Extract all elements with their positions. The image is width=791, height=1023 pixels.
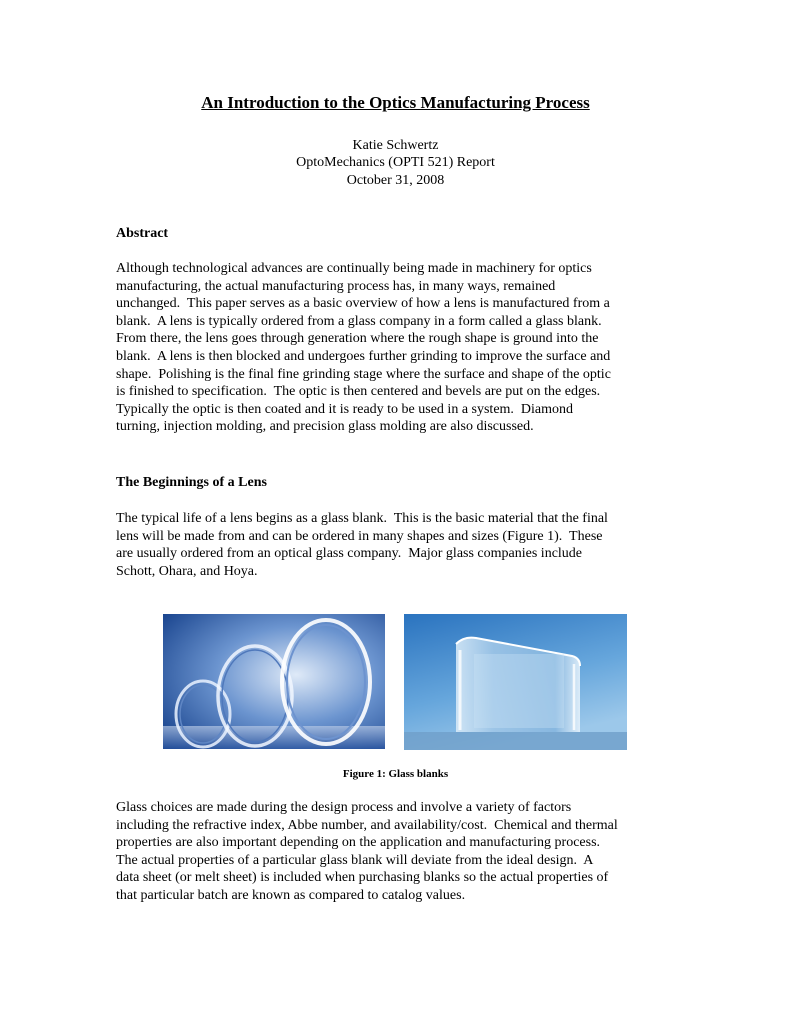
- abstract-paragraph: [116, 260, 676, 436]
- course-name: OptoMechanics (OPTI 521) Report: [296, 155, 495, 170]
- abstract-heading: Abstract: [116, 226, 169, 241]
- paper-title: An Introduction to the Optics Manufacturing Process: [201, 93, 590, 112]
- text-line: The actual properties of a particular glass blank will deviate from the ideal design. A: [116, 852, 594, 868]
- text-line: The typical life of a lens begins as a glass blank. This is the basic material that the final: [116, 511, 608, 526]
- text-line: is finished to specification. The optic is then centered and bevels are put on the edges.: [116, 384, 601, 400]
- text-line: lens will be made from and can be ordered in many shapes and sizes (Figure 1). These: [116, 528, 603, 544]
- glass-rings-image: [163, 614, 385, 749]
- report-date: October 31, 2008: [346, 173, 445, 188]
- author-name: Katie Schwertz: [352, 138, 439, 153]
- text-line: manufacturing, the actual manufacturing process has, in many ways, remained: [116, 278, 556, 294]
- text-line: including the refractive index, Abbe number, and availability/cost. Chemical and thermal: [116, 817, 618, 833]
- text-line: unchanged. This paper serves as a basic overview of how a lens is manufactured from a: [116, 296, 610, 312]
- text-line: Schott, Ohara, and Hoya.: [116, 563, 258, 579]
- text-line: Although technological advances are continually being made in machinery for optics: [116, 261, 592, 276]
- section-heading: The Beginnings of a Lens: [116, 475, 267, 490]
- text-line: From there, the lens goes through generation where the rough shape is ground into the: [116, 331, 599, 347]
- section-paragraph-2: [116, 799, 676, 905]
- section-paragraph-1: [116, 510, 676, 580]
- text-line: are usually ordered from an optical glass company. Major glass companies include: [116, 546, 583, 562]
- text-line: turning, injection molding, and precision glass molding are also discussed.: [116, 419, 534, 435]
- text-line: Typically the optic is then coated and it is ready to be used in a system. Diamond: [116, 401, 574, 417]
- figure-caption: Figure 1: Glass blanks: [342, 768, 449, 780]
- text-line: properties are also important depending on the application and manufacturing process.: [116, 835, 601, 851]
- text-line: blank. A lens is typically ordered from a glass company in a form called a glass blank.: [116, 313, 602, 329]
- text-line: blank. A lens is then blocked and undergoes further grinding to improve the surface and: [116, 348, 611, 364]
- text-line: data sheet (or melt sheet) is included when purchasing blanks so the actual properties of: [116, 870, 609, 886]
- text-line: Glass choices are made during the design process and involve a variety of factors: [116, 800, 572, 815]
- text-line: shape. Polishing is the final fine grinding stage where the surface and shape of the optic: [116, 366, 611, 382]
- glass-block-image: [404, 614, 627, 750]
- text-line: that particular batch are known as compared to catalog values.: [116, 887, 466, 903]
